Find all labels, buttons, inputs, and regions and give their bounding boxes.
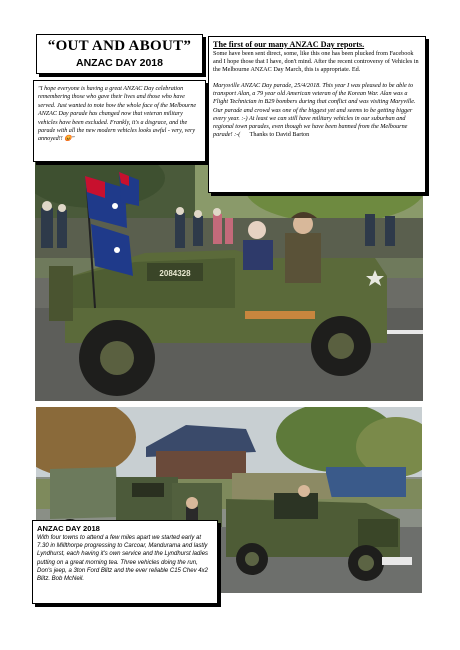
- facebook-quote-box: [33, 80, 206, 162]
- caption-title: ANZAC DAY 2018: [37, 524, 100, 533]
- article-body-text: Marysville ANZAC Day parade, 25/4/2018. This year I was pleased to be able to transport Alan, a 79 year old American veteran of the Korean War. Alan was a Flight Technician in B29 bombers during that conflict and was visiting Maryville. Our parade and crowd was one of the biggest yet and seems to be getting bigger every year. :-) At least we can still have military vehicles in our suburban and regional town parades, even though we have been banned from the Melbourne parade! :-(: [213, 82, 416, 138]
- article-body: [213, 82, 421, 139]
- title-box: [36, 34, 203, 74]
- facebook-quote-text: "I hope everyone is having a great ANZAC Day celebration remembering those who gave their lives and those who have served. Just wanted to note how the whole face of the Melbourne ANZAC Day parade has changed now that veteran military vehicles have been excluded. Frankly, it's a disgrace, and the parade with all the new modern vehicles looks awful - very, very annoyed!! 😡": [38, 86, 197, 143]
- caption-box: [32, 520, 218, 604]
- article-box: [208, 36, 426, 193]
- parade-jeep-photo: [35, 158, 423, 401]
- article-intro: Some have been sent direct, some, like this one has been plucked from Facebook and I hope those that I have, don't mind. After the recent controversy of Vehicles in the Melbourne ANZAC Day March, this is appropriate. Ed.: [213, 50, 419, 74]
- jeep-plate-number: 2084328: [159, 269, 191, 278]
- article-title: The first of our many ANZAC Day reports.: [213, 40, 365, 49]
- caption-text: With four towns to attend a few miles apart we started early at 7.30 in Millthorpe progressing to Carcoar, Mandurama and lastly Lyndhurst, each having it's own service and the Lyndhurst ladies putting on a great morning tea. Three vehicles doing the run, Don's jeep, a 3ton Ford Blitz and the ever reliable C15 Chev 4x2 Blitz. Bob McNeil.: [37, 535, 209, 583]
- article-credit: Thanks to David Barton: [249, 130, 310, 138]
- page-title: “OUT AND ABOUT”: [47, 38, 192, 54]
- page-subtitle: ANZAC DAY 2018: [76, 57, 163, 69]
- parade-jeep-image: [35, 158, 423, 401]
